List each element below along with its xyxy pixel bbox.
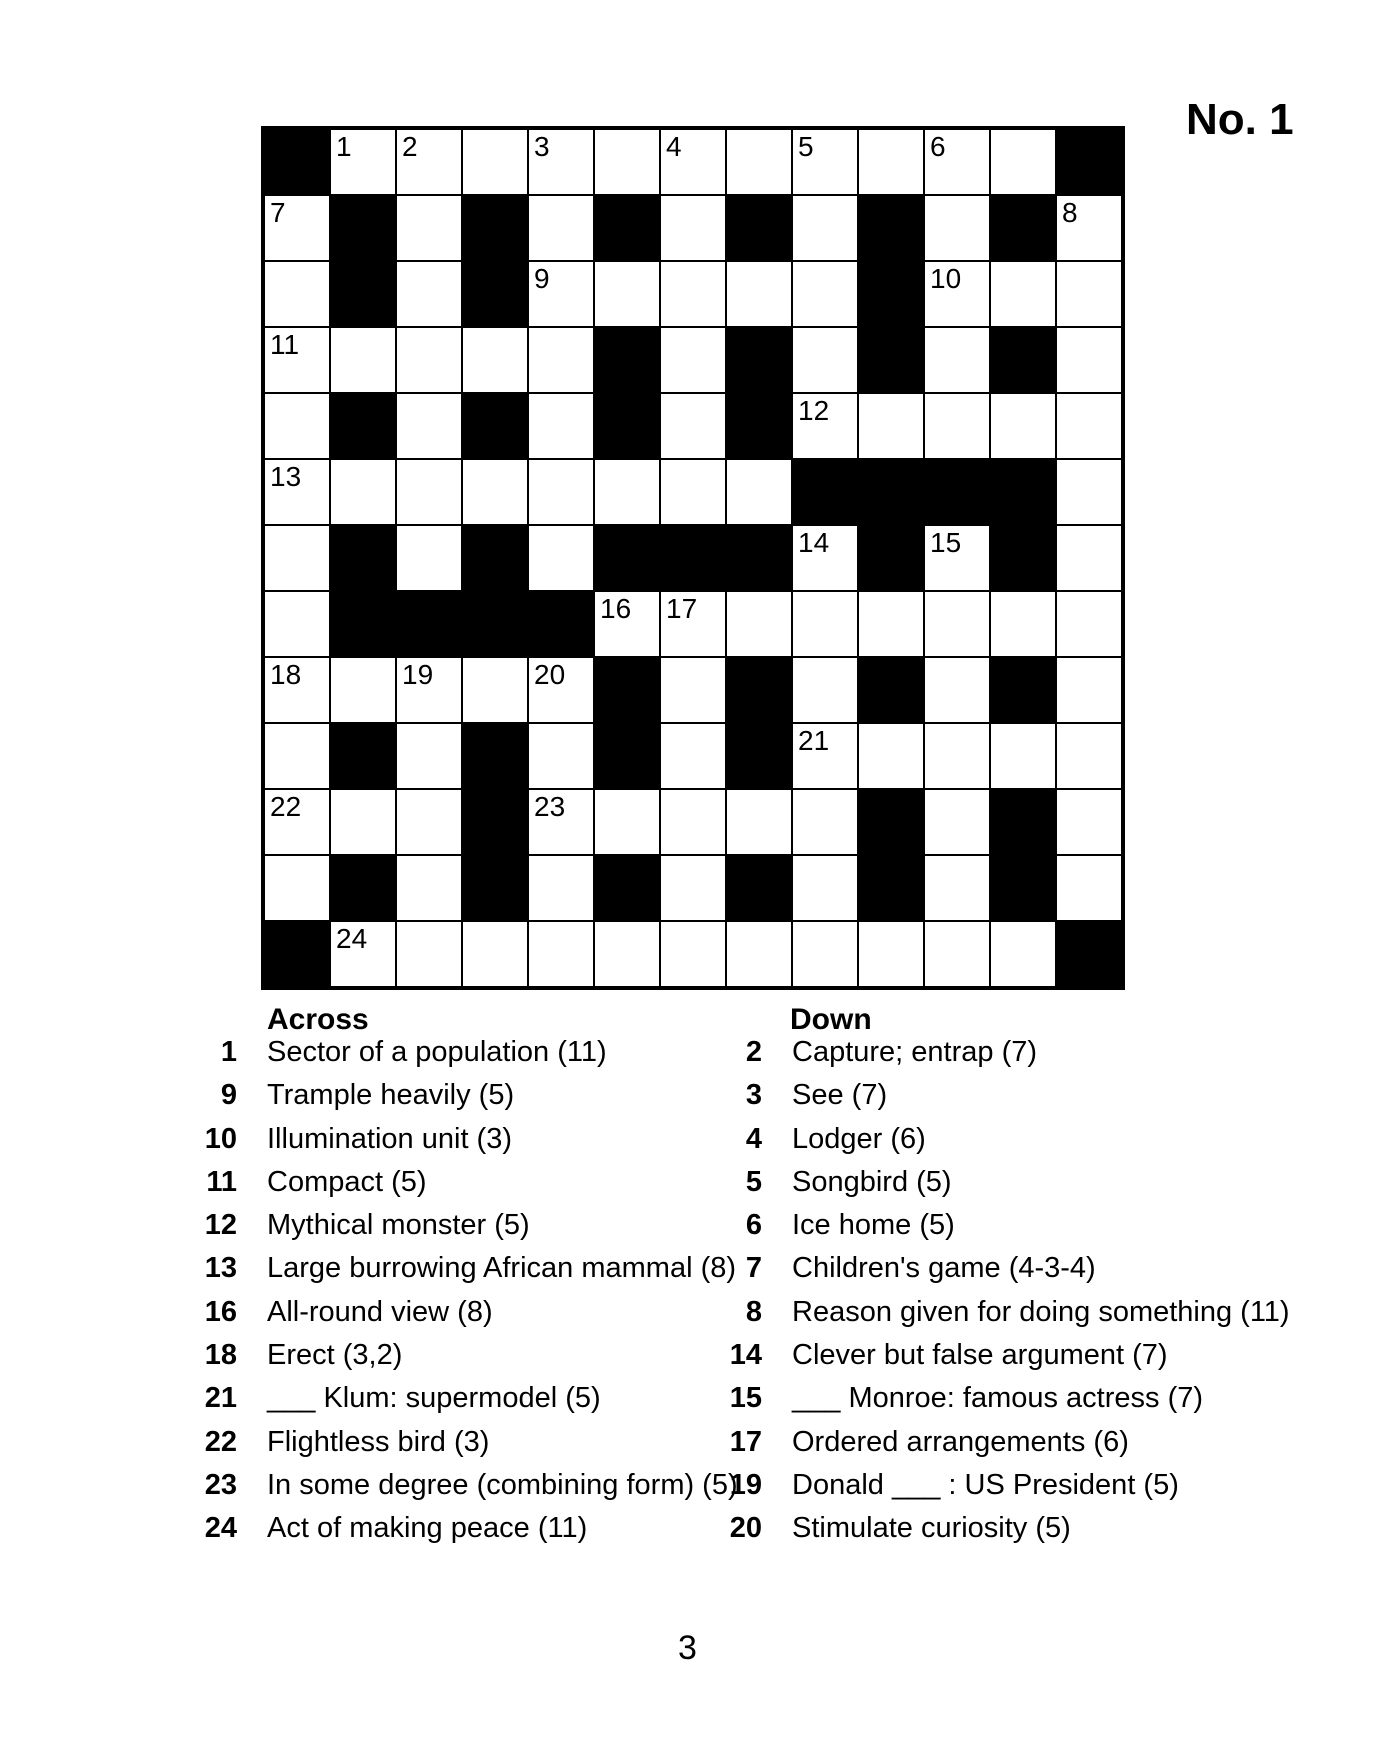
- grid-cell[interactable]: [330, 921, 396, 987]
- grid-cell-black: [726, 327, 792, 393]
- grid-cell[interactable]: [528, 327, 594, 393]
- clue-number: 18: [204, 1339, 237, 1372]
- grid-cell-black: [462, 261, 528, 327]
- grid-cell[interactable]: [594, 129, 660, 195]
- grid-cell[interactable]: [792, 129, 858, 195]
- grid-cell[interactable]: [264, 657, 330, 723]
- grid-cell[interactable]: [396, 789, 462, 855]
- grid-cell[interactable]: [330, 789, 396, 855]
- across-clue-row: [187, 1380, 738, 1423]
- grid-cell[interactable]: [924, 591, 990, 657]
- cell-number: 2: [402, 131, 418, 162]
- grid-cell[interactable]: [858, 591, 924, 657]
- down-clue-row: [712, 1294, 1290, 1337]
- grid-cell-black: [990, 855, 1056, 921]
- grid-cell[interactable]: [264, 195, 330, 261]
- grid-cell-black: [594, 855, 660, 921]
- grid-cell[interactable]: [528, 723, 594, 789]
- grid-cell-black: [594, 723, 660, 789]
- grid-cell-black: [660, 525, 726, 591]
- across-clue-row: [187, 1424, 738, 1467]
- grid-cell-black: [594, 393, 660, 459]
- clue-text: All-round view (8): [267, 1295, 493, 1328]
- grid-cell[interactable]: [660, 921, 726, 987]
- clue-text: Lodger (6): [792, 1122, 926, 1155]
- grid-cell[interactable]: [264, 525, 330, 591]
- grid-cell[interactable]: [330, 129, 396, 195]
- grid-cell[interactable]: [396, 921, 462, 987]
- grid-cell-black: [990, 327, 1056, 393]
- grid-cell[interactable]: [792, 525, 858, 591]
- grid-cell[interactable]: [594, 459, 660, 525]
- grid-cell[interactable]: [594, 921, 660, 987]
- across-clue-row: [187, 1250, 738, 1293]
- down-clue-row: [712, 1164, 1290, 1207]
- down-clue-row: [712, 1250, 1290, 1293]
- crossword-grid: [261, 126, 1125, 990]
- grid-cell[interactable]: [396, 327, 462, 393]
- grid-cell[interactable]: [990, 261, 1056, 327]
- grid-cell-black: [330, 723, 396, 789]
- grid-cell[interactable]: [726, 129, 792, 195]
- puzzle-title: No. 1: [1186, 95, 1294, 144]
- grid-cell[interactable]: [1056, 393, 1122, 459]
- across-clue-row: [187, 1337, 738, 1380]
- clue-text: Flightless bird (3): [267, 1425, 490, 1458]
- grid-cell[interactable]: [264, 789, 330, 855]
- cell-number: 18: [270, 659, 302, 690]
- down-clue-row: [712, 1510, 1290, 1553]
- grid-cell[interactable]: [660, 327, 726, 393]
- grid-cell[interactable]: [330, 657, 396, 723]
- grid-cell-black: [594, 525, 660, 591]
- grid-cell[interactable]: [1056, 459, 1122, 525]
- cell-number: 3: [534, 131, 550, 162]
- grid-cell-black: [726, 525, 792, 591]
- across-clue-row: [187, 1121, 738, 1164]
- grid-cell[interactable]: [990, 129, 1056, 195]
- grid-cell[interactable]: [726, 459, 792, 525]
- clue-number: 3: [745, 1079, 762, 1112]
- down-clue-row: [712, 1121, 1290, 1164]
- cell-number: 17: [666, 593, 698, 624]
- grid-cell[interactable]: [792, 195, 858, 261]
- grid-cell[interactable]: [660, 129, 726, 195]
- across-header: Across: [267, 1003, 369, 1036]
- grid-cell-black: [462, 195, 528, 261]
- clue-number: 14: [729, 1339, 762, 1372]
- grid-cell[interactable]: [528, 921, 594, 987]
- grid-cell-black: [990, 657, 1056, 723]
- grid-cell[interactable]: [924, 723, 990, 789]
- grid-cell-black: [858, 195, 924, 261]
- clue-text: Illumination unit (3): [267, 1122, 512, 1155]
- grid-cell[interactable]: [792, 261, 858, 327]
- grid-cell[interactable]: [528, 525, 594, 591]
- grid-cell-black: [330, 195, 396, 261]
- clue-text: Large burrowing African mammal (8): [267, 1252, 737, 1285]
- grid-cell[interactable]: [462, 327, 528, 393]
- across-clue-row: [187, 1034, 738, 1077]
- clue-number: 13: [204, 1252, 237, 1285]
- clue-number: 19: [729, 1468, 762, 1501]
- grid-cell[interactable]: [924, 855, 990, 921]
- grid-cell[interactable]: [660, 789, 726, 855]
- cell-number: 6: [930, 131, 946, 162]
- grid-cell[interactable]: [858, 921, 924, 987]
- grid-cell[interactable]: [924, 195, 990, 261]
- grid-cell[interactable]: [660, 723, 726, 789]
- grid-cell[interactable]: [990, 591, 1056, 657]
- grid-cell[interactable]: [528, 195, 594, 261]
- clue-text: Erect (3,2): [267, 1339, 403, 1372]
- grid-cell[interactable]: [1056, 723, 1122, 789]
- grid-cell-black: [858, 459, 924, 525]
- grid-cell[interactable]: [462, 459, 528, 525]
- clue-number: 16: [204, 1295, 237, 1328]
- clue-text: See (7): [792, 1079, 888, 1112]
- down-clue-row: [712, 1424, 1290, 1467]
- across-clue-row: [187, 1077, 738, 1120]
- grid-cell[interactable]: [264, 393, 330, 459]
- clue-text: Donald ___ : US President (5): [792, 1468, 1179, 1501]
- grid-cell[interactable]: [528, 393, 594, 459]
- grid-cell[interactable]: [924, 261, 990, 327]
- grid-cell[interactable]: [528, 261, 594, 327]
- grid-cell[interactable]: [792, 393, 858, 459]
- cell-number: 14: [798, 527, 830, 558]
- grid-cell[interactable]: [660, 591, 726, 657]
- cell-number: 22: [270, 791, 302, 822]
- clue-number: 5: [745, 1165, 762, 1198]
- grid-cell[interactable]: [858, 129, 924, 195]
- grid-cell[interactable]: [660, 261, 726, 327]
- page-number: 3: [678, 1629, 697, 1667]
- grid-cell-black: [858, 789, 924, 855]
- cell-number: 19: [402, 659, 434, 690]
- grid-cell-black: [330, 591, 396, 657]
- clue-text: In some degree (combining form) (5): [267, 1468, 738, 1501]
- grid-cell[interactable]: [660, 393, 726, 459]
- clue-number: 15: [729, 1382, 762, 1415]
- across-clue-row: [187, 1164, 738, 1207]
- down-header: Down: [790, 1003, 872, 1036]
- clue-number: 12: [204, 1209, 237, 1242]
- grid-cell[interactable]: [1056, 657, 1122, 723]
- clue-text: Ice home (5): [792, 1209, 955, 1242]
- clue-text: Ordered arrangements (6): [792, 1425, 1129, 1458]
- grid-cell[interactable]: [528, 129, 594, 195]
- grid-cell[interactable]: [660, 459, 726, 525]
- grid-cell[interactable]: [1056, 525, 1122, 591]
- grid-cell-black: [858, 657, 924, 723]
- grid-cell[interactable]: [462, 657, 528, 723]
- grid-cell-black: [396, 591, 462, 657]
- clue-number: 6: [745, 1209, 762, 1242]
- grid-cell[interactable]: [924, 525, 990, 591]
- cell-number: 15: [930, 527, 962, 558]
- down-clue-row: [712, 1337, 1290, 1380]
- grid-cell-black: [462, 591, 528, 657]
- cell-number: 10: [930, 263, 962, 294]
- grid-cell[interactable]: [792, 723, 858, 789]
- grid-cell[interactable]: [924, 921, 990, 987]
- cell-number: 11: [270, 329, 300, 360]
- clue-text: ___ Monroe: famous actress (7): [792, 1382, 1204, 1415]
- grid-cell-black: [1056, 129, 1122, 195]
- grid-cell[interactable]: [660, 855, 726, 921]
- grid-cell[interactable]: [396, 195, 462, 261]
- grid-cell[interactable]: [528, 459, 594, 525]
- cell-number: 20: [534, 659, 566, 690]
- cell-number: 1: [336, 131, 352, 162]
- grid-cell[interactable]: [396, 855, 462, 921]
- clue-text: Sector of a population (11): [267, 1036, 607, 1068]
- grid-cell-black: [990, 525, 1056, 591]
- grid-cell-black: [858, 261, 924, 327]
- across-clue-row: [187, 1467, 738, 1510]
- grid-cell[interactable]: [396, 459, 462, 525]
- grid-cell[interactable]: [396, 393, 462, 459]
- grid-cell-black: [330, 855, 396, 921]
- clue-text: Compact (5): [267, 1165, 427, 1198]
- clue-text: Act of making peace (11): [267, 1512, 588, 1545]
- grid-cell-black: [924, 459, 990, 525]
- grid-cell[interactable]: [528, 789, 594, 855]
- grid-cell[interactable]: [792, 789, 858, 855]
- grid-cell[interactable]: [990, 393, 1056, 459]
- grid-cell-black: [858, 327, 924, 393]
- grid-cell[interactable]: [726, 261, 792, 327]
- clue-number: 21: [204, 1382, 237, 1415]
- cell-number: 23: [534, 791, 566, 822]
- cell-number: 12: [798, 395, 830, 426]
- grid-cell-black: [1056, 921, 1122, 987]
- across-clue-row: [187, 1510, 738, 1553]
- grid-cell[interactable]: [990, 921, 1056, 987]
- grid-cell[interactable]: [396, 657, 462, 723]
- grid-cell-black: [726, 393, 792, 459]
- clue-number: 17: [729, 1425, 762, 1458]
- grid-cell[interactable]: [792, 591, 858, 657]
- grid-cell[interactable]: [924, 327, 990, 393]
- grid-cell-black: [858, 525, 924, 591]
- grid-cell[interactable]: [330, 459, 396, 525]
- grid-cell-black: [264, 921, 330, 987]
- grid-cell[interactable]: [792, 327, 858, 393]
- clue-number: 23: [204, 1468, 237, 1501]
- clue-text: Capture; entrap (7): [792, 1036, 1038, 1068]
- grid-cell[interactable]: [330, 327, 396, 393]
- across-clue-row: [187, 1207, 738, 1250]
- grid-cell[interactable]: [264, 459, 330, 525]
- clue-text: Stimulate curiosity (5): [792, 1512, 1071, 1545]
- across-clue-list: [187, 1034, 738, 1554]
- grid-cell[interactable]: [1056, 855, 1122, 921]
- grid-cell-black: [462, 789, 528, 855]
- grid-cell-black: [264, 129, 330, 195]
- grid-cell[interactable]: [726, 789, 792, 855]
- grid-cell-black: [330, 525, 396, 591]
- clue-number: 11: [206, 1165, 237, 1198]
- grid-cell-black: [990, 195, 1056, 261]
- grid-cell[interactable]: [264, 327, 330, 393]
- grid-cell[interactable]: [396, 525, 462, 591]
- grid-cell[interactable]: [1056, 591, 1122, 657]
- cell-number: 9: [534, 263, 550, 294]
- grid-cell[interactable]: [726, 591, 792, 657]
- grid-cell-black: [462, 525, 528, 591]
- grid-cell[interactable]: [462, 921, 528, 987]
- grid-cell-black: [792, 459, 858, 525]
- clue-number: 24: [204, 1512, 237, 1545]
- grid-cell[interactable]: [528, 855, 594, 921]
- grid-cell-black: [990, 789, 1056, 855]
- clue-text: Children's game (4-3-4): [792, 1252, 1096, 1285]
- grid-cell-black: [594, 657, 660, 723]
- grid-cell[interactable]: [924, 657, 990, 723]
- clue-text: Trample heavily (5): [267, 1079, 515, 1112]
- across-clue-row: [187, 1294, 738, 1337]
- clue-number: 4: [745, 1122, 762, 1155]
- cell-number: 13: [270, 461, 302, 492]
- clue-number: 20: [729, 1512, 762, 1545]
- cell-number: 8: [1062, 197, 1078, 228]
- grid-cell[interactable]: [1056, 789, 1122, 855]
- cell-number: 21: [798, 725, 830, 756]
- clue-number: 1: [220, 1036, 237, 1068]
- grid-cell[interactable]: [396, 723, 462, 789]
- grid-cell[interactable]: [924, 129, 990, 195]
- grid-cell[interactable]: [792, 921, 858, 987]
- down-clue-list: [712, 1034, 1290, 1554]
- grid-cell-black: [726, 855, 792, 921]
- grid-cell[interactable]: [660, 195, 726, 261]
- grid-cell[interactable]: [858, 723, 924, 789]
- grid-cell[interactable]: [264, 723, 330, 789]
- grid-cell[interactable]: [792, 657, 858, 723]
- down-clue-row: [712, 1077, 1290, 1120]
- clue-text: Clever but false argument (7): [792, 1339, 1168, 1372]
- grid-cell[interactable]: [462, 129, 528, 195]
- clue-number: 2: [745, 1036, 762, 1068]
- cell-number: 16: [600, 593, 632, 624]
- grid-cell[interactable]: [396, 261, 462, 327]
- grid-cell-black: [462, 393, 528, 459]
- grid-cell-black: [330, 393, 396, 459]
- grid-cell[interactable]: [594, 789, 660, 855]
- grid-cell[interactable]: [264, 261, 330, 327]
- clue-text: Reason given for doing something (11): [792, 1295, 1290, 1328]
- grid-cell[interactable]: [1056, 195, 1122, 261]
- down-clue-row: [712, 1034, 1290, 1077]
- grid-cell[interactable]: [726, 921, 792, 987]
- grid-cell[interactable]: [660, 657, 726, 723]
- grid-cell[interactable]: [594, 261, 660, 327]
- grid-cell[interactable]: [990, 723, 1056, 789]
- clue-text: Songbird (5): [792, 1165, 952, 1198]
- clue-number: 22: [204, 1425, 237, 1458]
- clue-number: 7: [745, 1252, 762, 1285]
- grid-cell-black: [528, 591, 594, 657]
- grid-cell-black: [990, 459, 1056, 525]
- cell-number: 4: [666, 131, 682, 162]
- grid-cell[interactable]: [1056, 327, 1122, 393]
- cell-number: 7: [270, 197, 286, 228]
- grid-cell[interactable]: [528, 657, 594, 723]
- cell-number: 5: [798, 131, 814, 162]
- clue-text: Mythical monster (5): [267, 1209, 530, 1242]
- grid-cell-black: [726, 195, 792, 261]
- grid-cell[interactable]: [594, 591, 660, 657]
- clue-number: 10: [204, 1122, 237, 1155]
- grid-cell[interactable]: [1056, 261, 1122, 327]
- clue-text: ___ Klum: supermodel (5): [267, 1382, 601, 1415]
- clue-number: 8: [745, 1295, 762, 1328]
- down-clue-row: [712, 1207, 1290, 1250]
- grid-cell-black: [726, 657, 792, 723]
- grid-cell-black: [594, 195, 660, 261]
- grid-cell-black: [726, 723, 792, 789]
- grid-cell[interactable]: [924, 393, 990, 459]
- grid-cell[interactable]: [264, 855, 330, 921]
- grid-cell-black: [462, 855, 528, 921]
- grid-cell-black: [858, 855, 924, 921]
- grid-cell[interactable]: [396, 129, 462, 195]
- grid-cell[interactable]: [858, 393, 924, 459]
- down-clue-row: [712, 1467, 1290, 1510]
- grid-cell-black: [594, 327, 660, 393]
- grid-cell[interactable]: [792, 855, 858, 921]
- grid-cell[interactable]: [924, 789, 990, 855]
- grid-cell-black: [330, 261, 396, 327]
- grid-cell-black: [462, 723, 528, 789]
- clue-number: 9: [220, 1079, 237, 1112]
- down-clue-row: [712, 1380, 1290, 1423]
- cell-number: 24: [336, 923, 368, 954]
- grid-cell[interactable]: [264, 591, 330, 657]
